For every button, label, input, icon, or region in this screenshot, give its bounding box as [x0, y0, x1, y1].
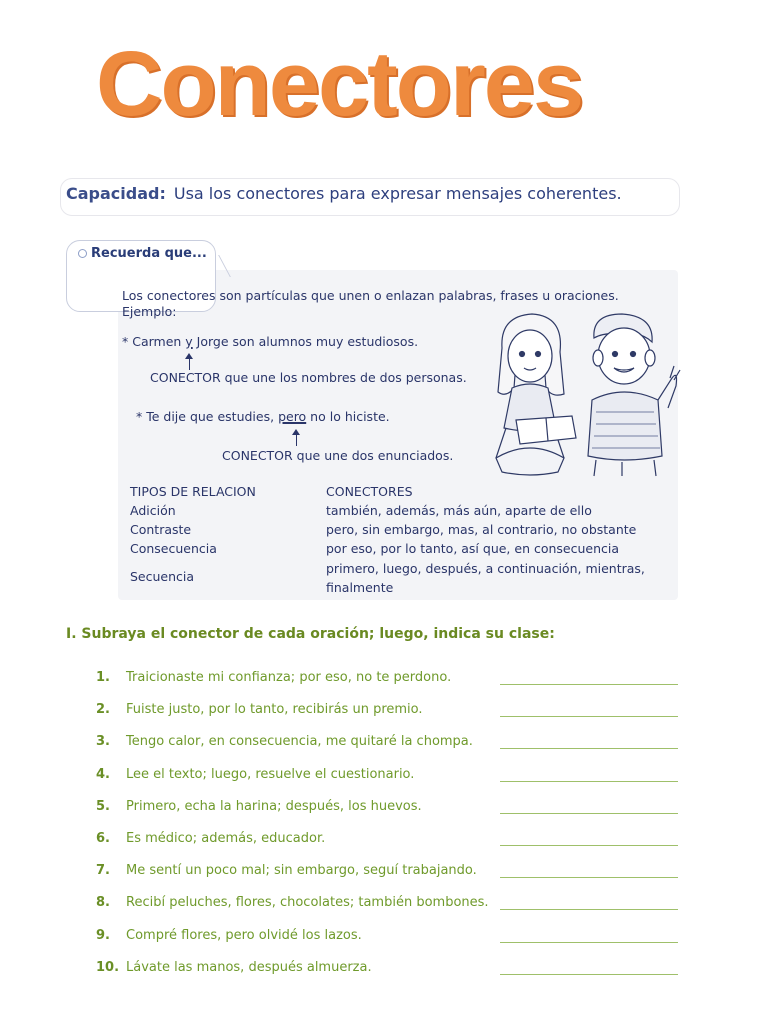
relation-type: Consecuencia [130, 541, 217, 556]
relation-connectors: primero, luego, después, a continuación, mientras, [326, 561, 645, 576]
arrow-up-icon [296, 434, 297, 446]
capacidad-text: Usa los conectores para expresar mensajes coherentes. [173, 184, 622, 203]
relation-type: Secuencia [130, 569, 195, 584]
example-1-post: Jorge son alumnos muy estudiosos. [192, 334, 419, 349]
example-1-connector: y [185, 334, 193, 349]
arrow-up-icon [189, 358, 190, 370]
relation-connectors-cont: finalmente [326, 580, 394, 595]
exercise-sentence: Fuiste justo, por lo tanto, recibirás un premio. [126, 702, 423, 717]
exercise-item [96, 928, 362, 943]
example-1 [122, 334, 418, 349]
answer-line[interactable] [500, 845, 678, 846]
exercise-item [96, 734, 473, 749]
exercise-sentence: Tengo calor, en consecuencia, me quitaré la chompa. [126, 734, 473, 749]
exercise-number: 2. [96, 702, 110, 717]
exercise-sentence: Es médico; además, educador. [126, 831, 326, 846]
intro-line-1: Los conectores son partículas que unen o enlazan palabras, frases u oraciones. [122, 288, 619, 303]
exercise-sentence: Lee el texto; luego, resuelve el cuestionario. [126, 767, 415, 782]
answer-line[interactable] [500, 942, 678, 943]
exercise-item [96, 702, 423, 717]
exercise-number: 4. [96, 767, 110, 782]
capacidad [66, 184, 622, 203]
relation-type: Adición [130, 503, 176, 518]
exercise-item [96, 767, 414, 782]
answer-line[interactable] [500, 877, 678, 878]
answer-line[interactable] [500, 716, 678, 717]
bullet-icon [78, 249, 87, 258]
exercise-number: 6. [96, 831, 110, 846]
exercise-sentence: Traicionaste mi confianza; por eso, no te perdono. [126, 670, 452, 685]
example-1-note: CONECTOR que une los nombres de dos personas. [150, 370, 467, 385]
answer-line[interactable] [500, 974, 678, 975]
exercise-item [96, 670, 451, 685]
exercise-number: 5. [96, 799, 110, 814]
answer-line[interactable] [500, 813, 678, 814]
table-header-connectors: CONECTORES [326, 484, 413, 499]
exercise-item [96, 960, 372, 975]
example-2 [136, 409, 390, 424]
capacidad-label: Capacidad: [66, 184, 166, 203]
exercise-sentence: Primero, echa la harina; después, los huevos. [126, 799, 422, 814]
recuerda-heading [78, 246, 207, 261]
recuerda-label: Recuerda que... [91, 246, 207, 261]
exercise-sentence: Lávate las manos, después almuerza. [126, 960, 372, 975]
exercise-sentence: Recibí peluches, flores, chocolates; también bombones. [126, 895, 489, 910]
exercise-number: 1. [96, 670, 110, 685]
answer-line[interactable] [500, 781, 678, 782]
exercise-heading: I. Subraya el conector de cada oración; luego, indica su clase: [66, 626, 555, 642]
exercise-item [96, 863, 477, 878]
exercise-sentence: Me sentí un poco mal; sin embargo, seguí trabajando. [126, 863, 477, 878]
relation-connectors: por eso, por lo tanto, así que, en consecuencia [326, 541, 620, 556]
exercise-number: 9. [96, 928, 110, 943]
table-header-types: TIPOS DE RELACION [130, 484, 256, 499]
children-illustration [472, 308, 686, 478]
example-2-post: no lo hiciste. [306, 409, 390, 424]
exercise-sentence: Compré flores, pero olvidé los lazos. [126, 928, 362, 943]
exercise-item [96, 799, 422, 814]
relation-connectors: también, además, más aún, aparte de ello [326, 503, 592, 518]
exercise-item [96, 895, 489, 910]
relation-type: Contraste [130, 522, 192, 537]
answer-line[interactable] [500, 684, 678, 685]
example-2-note: CONECTOR que une dos enunciados. [222, 448, 454, 463]
girl-illustration [496, 314, 576, 475]
page-title: Conectores [96, 33, 583, 135]
answer-line[interactable] [500, 748, 678, 749]
relation-connectors: pero, sin embargo, mas, al contrario, no obstante [326, 522, 637, 537]
exercise-number: 7. [96, 863, 110, 878]
exercise-number: 3. [96, 734, 110, 749]
answer-line[interactable] [500, 909, 678, 910]
intro-line-2: Ejemplo: [122, 304, 177, 319]
exercise-number: 8. [96, 895, 110, 910]
example-2-connector: pero [278, 409, 307, 424]
example-2-pre: * Te dije que estudies, [136, 409, 279, 424]
example-1-pre: * Carmen [122, 334, 186, 349]
boy-illustration [588, 314, 680, 476]
exercise-number: 10. [96, 960, 120, 975]
exercise-item [96, 831, 325, 846]
